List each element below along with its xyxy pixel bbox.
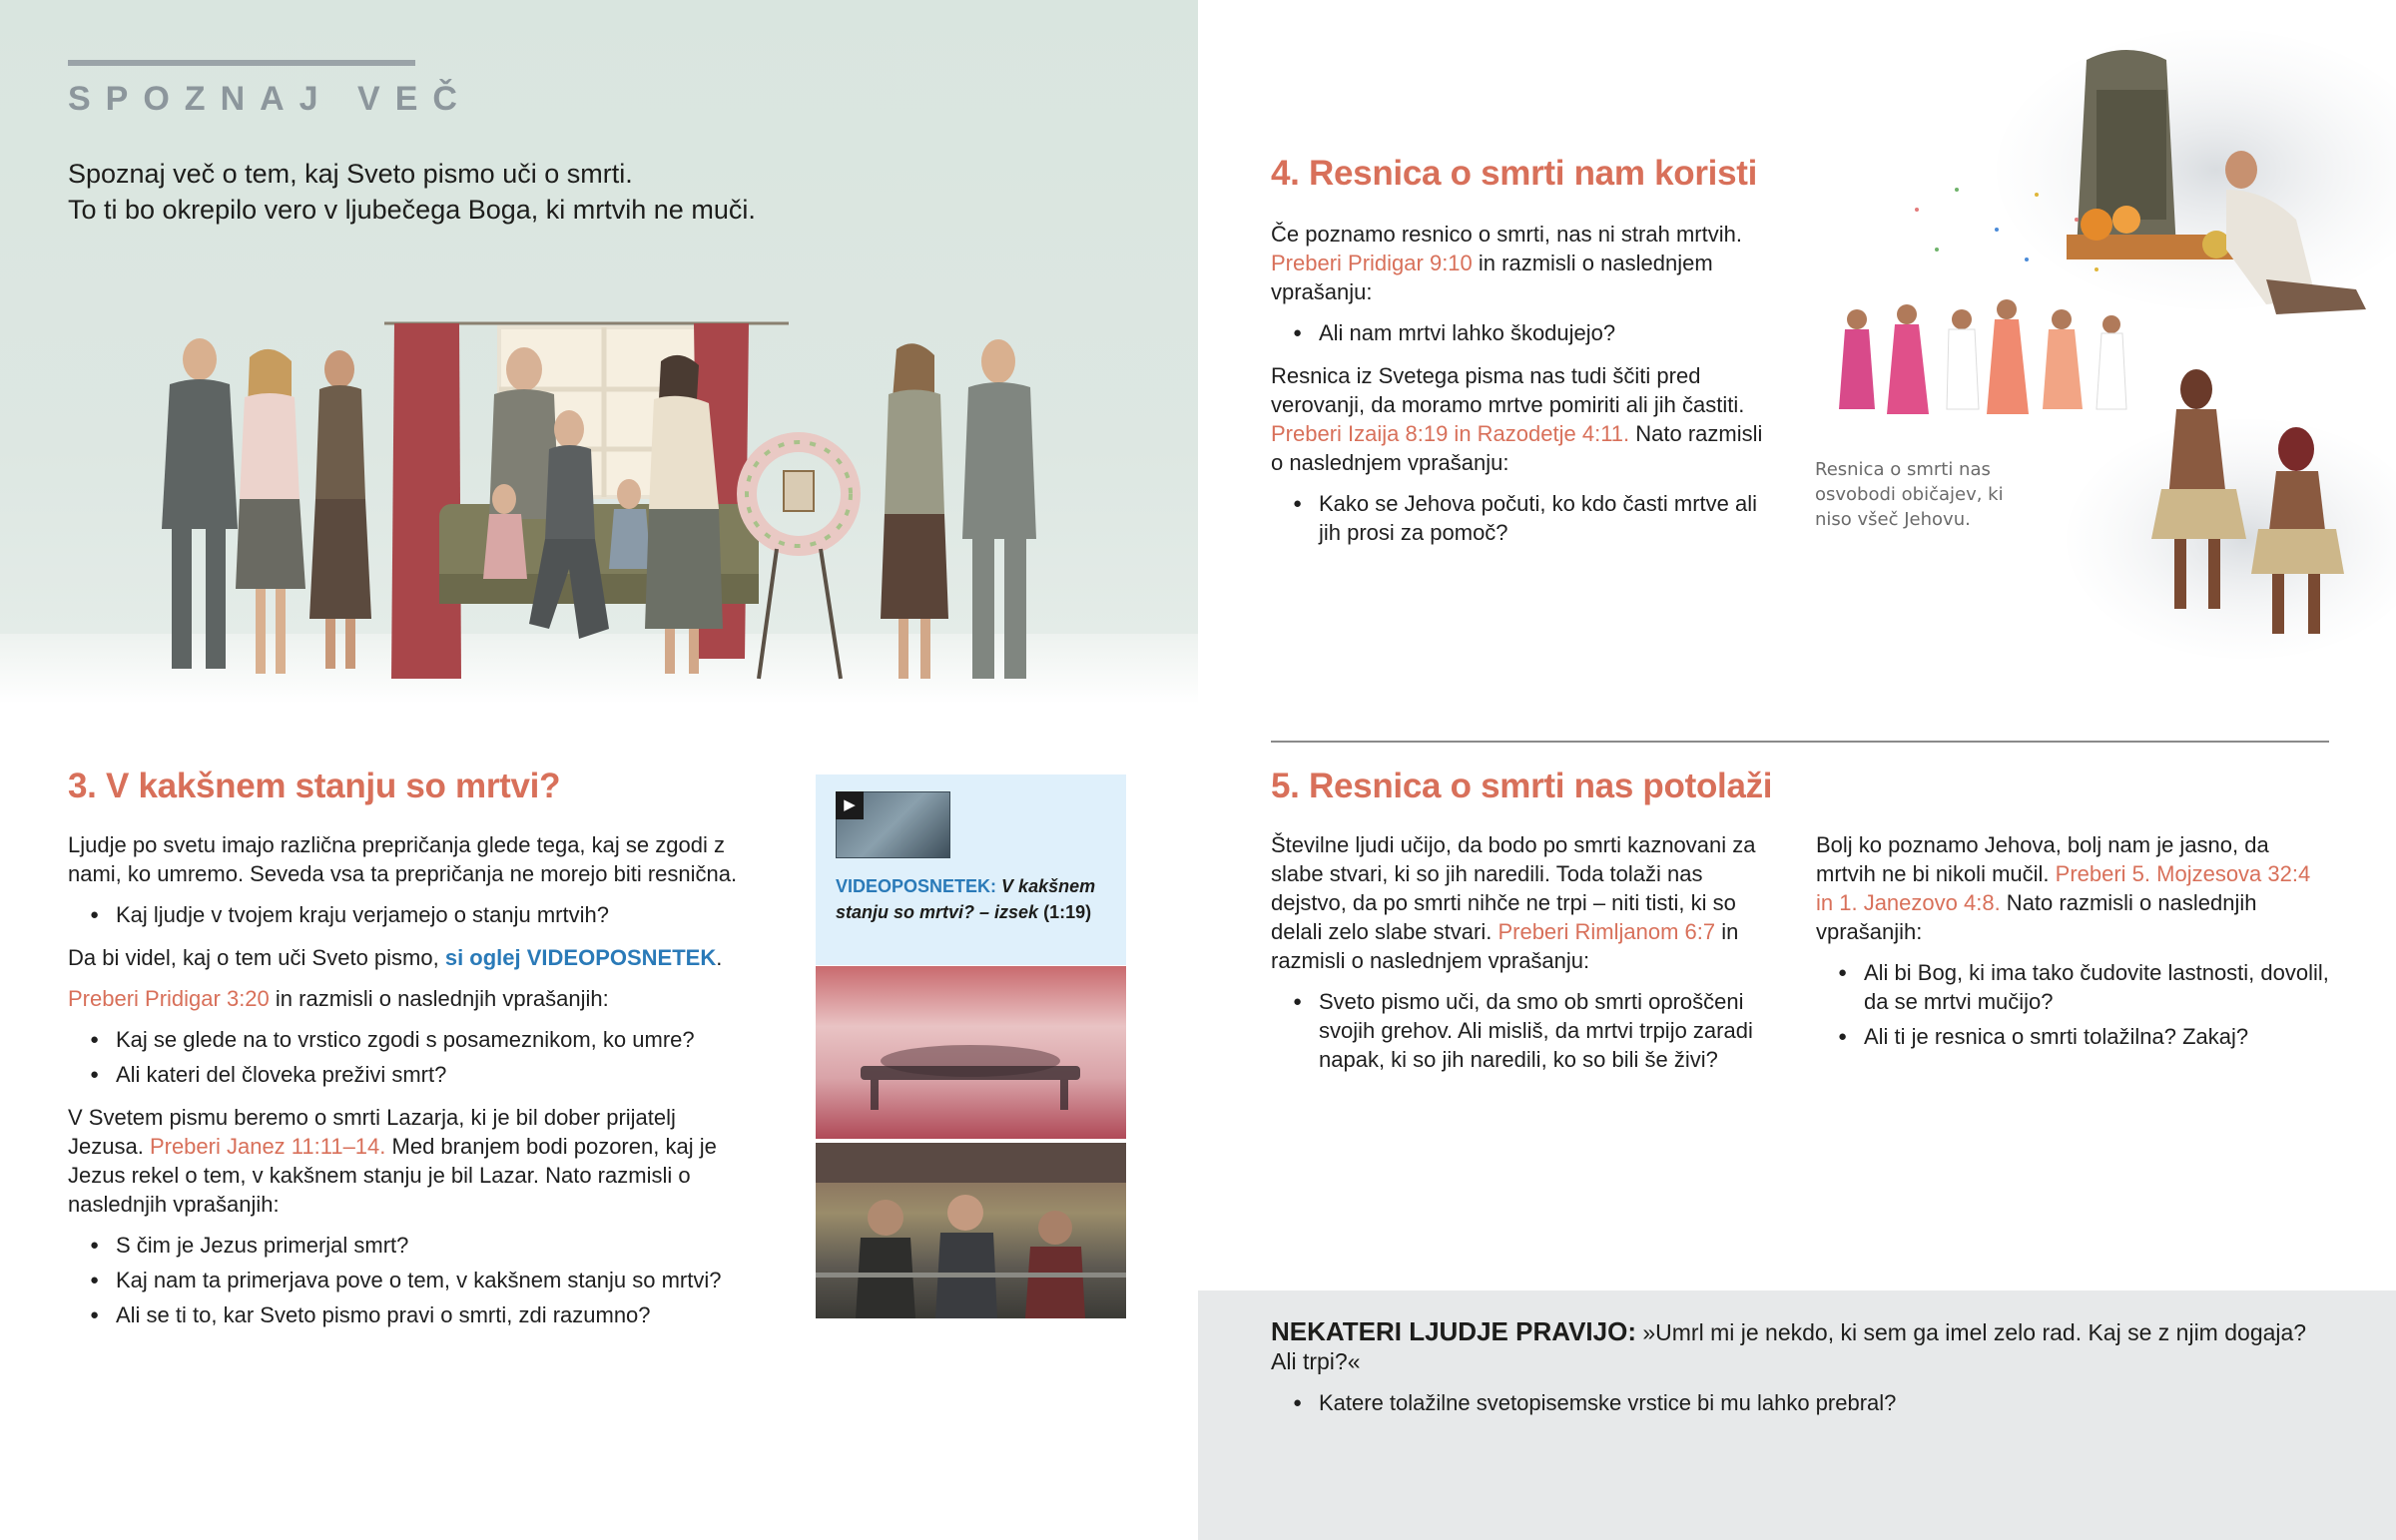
section4-content (1271, 220, 1780, 553)
list-item: ● Ali kateri del človeka preživi smrt? (68, 1060, 747, 1089)
list-item: ● Sveto pismo uči, da smo ob smrti oproščeni svojih grehov. Ali misliš, da mrtvi trpijo zaradi napak, ki so jih naredili, ko so bili še živi? (1271, 987, 1775, 1074)
section3-heading: 3. V kakšnem stanju so mrtvi? (68, 767, 561, 805)
section3-list1 (68, 900, 747, 929)
section4-heading: 4. Resnica o smrti nam koristi (1271, 154, 1758, 193)
tram-passengers-image (816, 1143, 1126, 1318)
section5-heading: 5. Resnica o smrti nas potolaži (1271, 767, 1773, 805)
section5-list1 (1271, 987, 1775, 1074)
video-duration: (1:19) (1043, 902, 1092, 922)
hospital-bed-image (816, 966, 1126, 1139)
section5-para2: Bolj ko poznamo Jehova, bolj nam je jasno, da mrtvih ne bi nikoli mučil. Preberi 5. Mojzesova 32:4 in 1. Janezovo 4:8. Nato razmisli o naslednjih vprašanjih: (1816, 832, 2311, 944)
section5-para1: Številne ljudi učijo, da bodo po smrti kaznovani za slabe stvari, ki so jih naredili. Toda tolaži nas dejstvo, da po smrti nihče ne trpi – niti tisti, ki so delali zelo slabe stvari. Preberi Rimljanom 6:7 in razmisli o naslednjem vprašanju: (1271, 832, 1756, 973)
intro-line-2: To ti bo okrepilo vero v ljubečega Boga, ki mrtvih ne muči. (68, 195, 756, 225)
section5-col2 (1816, 830, 2330, 1057)
scripture-ref[interactable]: Preberi Izaija 8:19 in Razodetje 4:11. (1271, 421, 1630, 446)
intro-text (68, 156, 1066, 228)
people-say-quote: NEKATERI LJUDJE PRAVIJO: »Umrl mi je nekdo, ki sem ga imel zelo rad. Kaj se z njim dogaja? Ali trpi?« (1271, 1316, 2307, 1374)
list-item: ● Kaj se glede na to vrstico zgodi s posameznikom, ko umre? (68, 1025, 747, 1054)
customs-illustration (1797, 20, 2396, 679)
section5-list2 (1816, 958, 2330, 1051)
section3-para4: V Svetem pismu beremo o smrti Lazarja, ki je bil dober prijatelj Jezusa. Preberi Janez 11:11–14. Med branjem bodi pozoren, kaj je Jezus rekel o tem, v kakšnem stanju je bil Lazar. Nato razmisli o naslednjih vprašanjih: (68, 1105, 717, 1217)
scripture-ref[interactable]: Preberi Rimljanom 6:7 (1498, 919, 1716, 944)
list-item: ● Ali ti je resnica o smrti tolažilna? Zakaj? (1816, 1022, 2330, 1051)
section3-list2 (68, 1025, 747, 1089)
list-item: ● Ali se ti to, kar Sveto pismo pravi o smrti, zdi razumno? (68, 1300, 747, 1329)
section3-content (68, 830, 747, 1335)
section3-list3 (68, 1231, 747, 1329)
list-item: ● Kako se Jehova počuti, ko kdo časti mrtve ali jih prosi za pomoč? (1271, 489, 1780, 547)
scripture-ref[interactable]: Preberi Pridigar 9:10 (1271, 251, 1473, 275)
people-say-box (1271, 1317, 2329, 1423)
list-item: ● S čim je Jezus primerjal smrt? (68, 1231, 747, 1260)
video-label: VIDEOPOSNETEK: (836, 876, 997, 896)
section4-list1 (1271, 318, 1780, 347)
people-say-list (1271, 1388, 2329, 1417)
people-say-label: NEKATERI LJUDJE PRAVIJO: (1271, 1316, 1636, 1346)
intro-line-1: Spoznaj več o tem, kaj Sveto pismo uči o smrti. (68, 159, 633, 189)
title-rule (68, 60, 415, 66)
play-icon[interactable]: ▶ (836, 791, 864, 819)
list-item: ● Ali nam mrtvi lahko škodujejo? (1271, 318, 1780, 347)
list-item: ● Ali bi Bog, ki ima tako čudovite lastnosti, dovolil, da se mrtvi mučijo? (1816, 958, 2330, 1016)
video-link[interactable]: si oglej VIDEOPOSNETEK (444, 945, 717, 970)
list-item: ● Kaj nam ta primerjava pove o tem, v kakšnem stanju so mrtvi? (68, 1266, 747, 1294)
video-caption (836, 873, 1120, 925)
list-item: ● Kaj ljudje v tvojem kraju verjamejo o stanju mrtvih? (68, 900, 747, 929)
scripture-ref[interactable]: Preberi 5. Mojzesova 32:4 in 1. Janezovo 4:8. (1816, 861, 2311, 915)
section3-para3: Preberi Pridigar 3:20 in razmisli o naslednjih vprašanjih: (68, 986, 609, 1011)
section4-para1: Če poznamo resnico o smrti, nas ni strah mrtvih. Preberi Pridigar 9:10 in razmisli o naslednjem vprašanju: (1271, 222, 1742, 304)
section3-para1: Ljudje po svetu imajo različna prepričanja glede tega, kaj se zgodi z nami, ko umremo. Seveda vsa ta prepričanja ne morejo biti resnična. (68, 832, 738, 886)
section4-list2 (1271, 489, 1780, 547)
video-title[interactable]: V kakšnem stanju so mrtvi? – izsek (836, 876, 1096, 922)
section3-para2: Da bi videl, kaj o tem uči Sveto pismo, si oglej VIDEOPOSNETEK. (68, 945, 723, 970)
section-divider (1271, 741, 2329, 743)
section5-col1 (1271, 830, 1775, 1080)
list-item: ● Katere tolažilne svetopisemske vrstice bi mu lahko prebral? (1271, 1388, 2329, 1417)
illustration-caption: Resnica o smrti nas osvobodi običajev, ki niso všeč Jehovu. (1815, 459, 2004, 530)
scripture-ref[interactable]: Preberi Pridigar 3:20 (68, 986, 270, 1011)
scripture-ref[interactable]: Preberi Janez 11:11–14. (149, 1134, 386, 1159)
page-title: SPOZNAJ VEČ (68, 80, 472, 118)
funeral-family-illustration (110, 299, 1068, 709)
section4-para2: Resnica iz Svetega pisma nas tudi ščiti pred verovanji, da moramo mrtve pomiriti ali jih častiti. Preberi Izaija 8:19 in Razodetje 4:11. Nato razmisli o naslednjem vprašanju: (1271, 363, 1763, 475)
